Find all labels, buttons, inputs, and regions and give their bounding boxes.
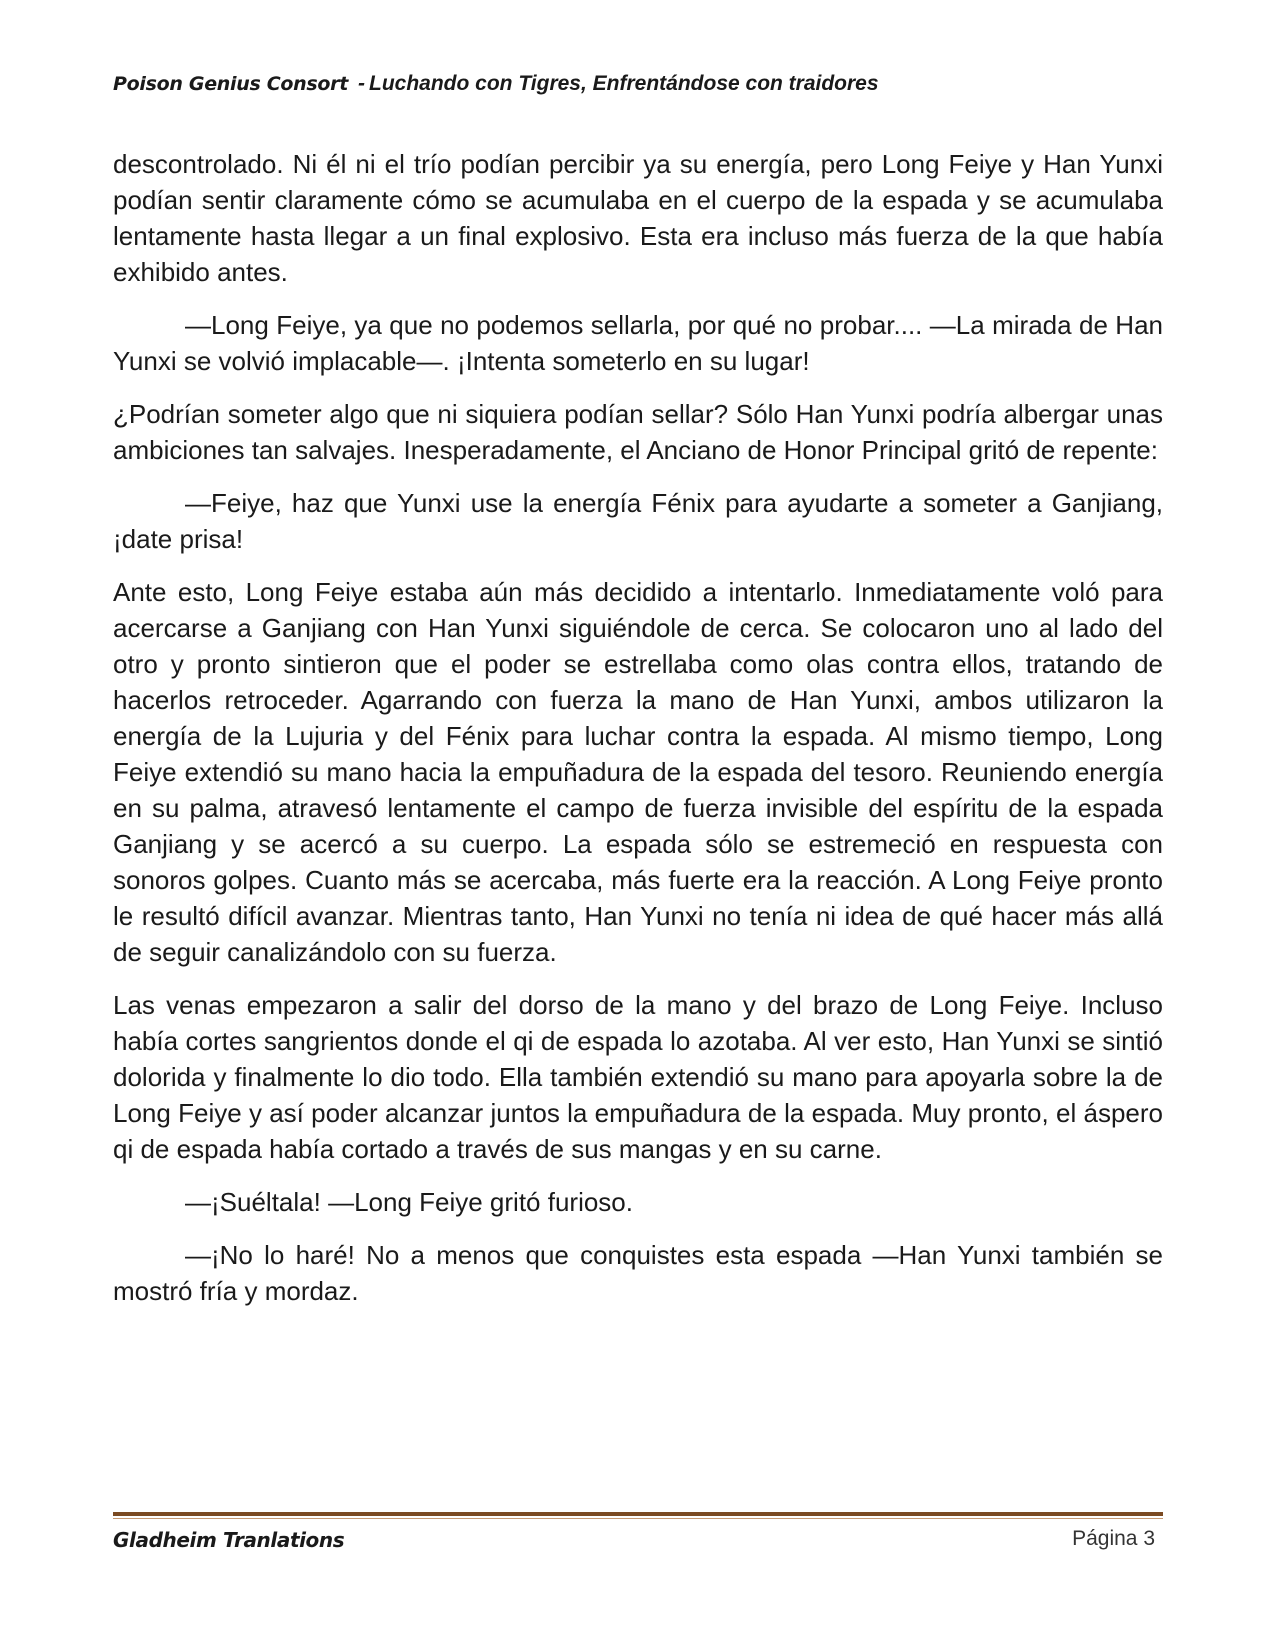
footer-divider-thick bbox=[113, 1512, 1163, 1516]
dialogue-paragraph: —¡No lo haré! No a menos que conquistes esta espada —Han Yunxi también se mostró fría y mordaz. bbox=[113, 1240, 1163, 1306]
page-number: Página 3 bbox=[1072, 1527, 1155, 1550]
paragraph: ¿Podrían someter algo que ni siquiera podían sellar? Sólo Han Yunxi podría albergar unas ambiciones tan salvajes. Inesperadamente, el Anciano de Honor Principal gritó de repente: bbox=[113, 399, 1163, 465]
header-separator: - bbox=[358, 72, 366, 95]
footer-publisher: Gladheim Tranlations bbox=[113, 1528, 345, 1552]
footer-divider-thin bbox=[113, 1518, 1163, 1519]
paragraph: Ante esto, Long Feiye estaba aún más decidido a intentarlo. Inmediatamente voló para acercarse a Ganjiang con Han Yunxi siguiéndole de cerca. Se colocaron uno al lado del otro y pronto sintieron que el poder se estrellaba como olas contra ellos, tratando de hacerlos retroceder. Agarrando con fuerza la mano de Han Yunxi, ambos utilizaron la energía de la Lujuria y del Fénix para luchar contra la espada. Al mismo tiempo, Long Feiye extendió su mano hacia la empuñadura de la espada del tesoro. Reuniendo energía en su palma, atravesó lentamente el campo de fuerza invisible del espíritu de la espada Ganjiang y se acercó a su cuerpo. La espada sólo se estremeció en respuesta con sonoros golpes. Cuanto más se acercaba, más fuerte era la reacción. A Long Feiye pronto le resultó difícil avanzar. Mientras tanto, Han Yunxi no tenía ni idea de qué hacer más allá de seguir canalizándolo con su fuerza. bbox=[113, 577, 1163, 967]
body-text bbox=[113, 146, 1163, 1326]
dialogue-paragraph: —Feiye, haz que Yunxi use la energía Fénix para ayudarte a someter a Ganjiang, ¡date prisa! bbox=[113, 488, 1163, 554]
chapter-title: Luchando con Tigres, Enfrentándose con traidores bbox=[369, 72, 879, 95]
dialogue-paragraph: —¡Suéltala! —Long Feiye gritó furioso. bbox=[185, 1187, 633, 1217]
footer-divider bbox=[113, 1512, 1163, 1518]
book-title: Poison Genius Consort bbox=[113, 73, 349, 95]
page-header bbox=[113, 72, 1163, 96]
dialogue-paragraph: —Long Feiye, ya que no podemos sellarla, por qué no probar.... —La mirada de Han Yunxi se volvió implacable—. ¡Intenta someterlo en su lugar! bbox=[113, 310, 1163, 376]
paragraph: Las venas empezaron a salir del dorso de la mano y del brazo de Long Feiye. Incluso había cortes sangrientos donde el qi de espada lo azotaba. Al ver esto, Han Yunxi se sintió dolorida y finalmente lo dio todo. Ella también extendió su mano para apoyarla sobre la de Long Feiye y así poder alcanzar juntos la empuñadura de la espada. Muy pronto, el áspero qi de espada había cortado a través de sus mangas y en su carne. bbox=[113, 990, 1163, 1164]
paragraph: descontrolado. Ni él ni el trío podían percibir ya su energía, pero Long Feiye y Han Yunxi podían sentir claramente cómo se acumulaba en el cuerpo de la espada y se acumulaba lentamente hasta llegar a un final explosivo. Esta era incluso más fuerza de la que había exhibido antes. bbox=[113, 149, 1163, 287]
